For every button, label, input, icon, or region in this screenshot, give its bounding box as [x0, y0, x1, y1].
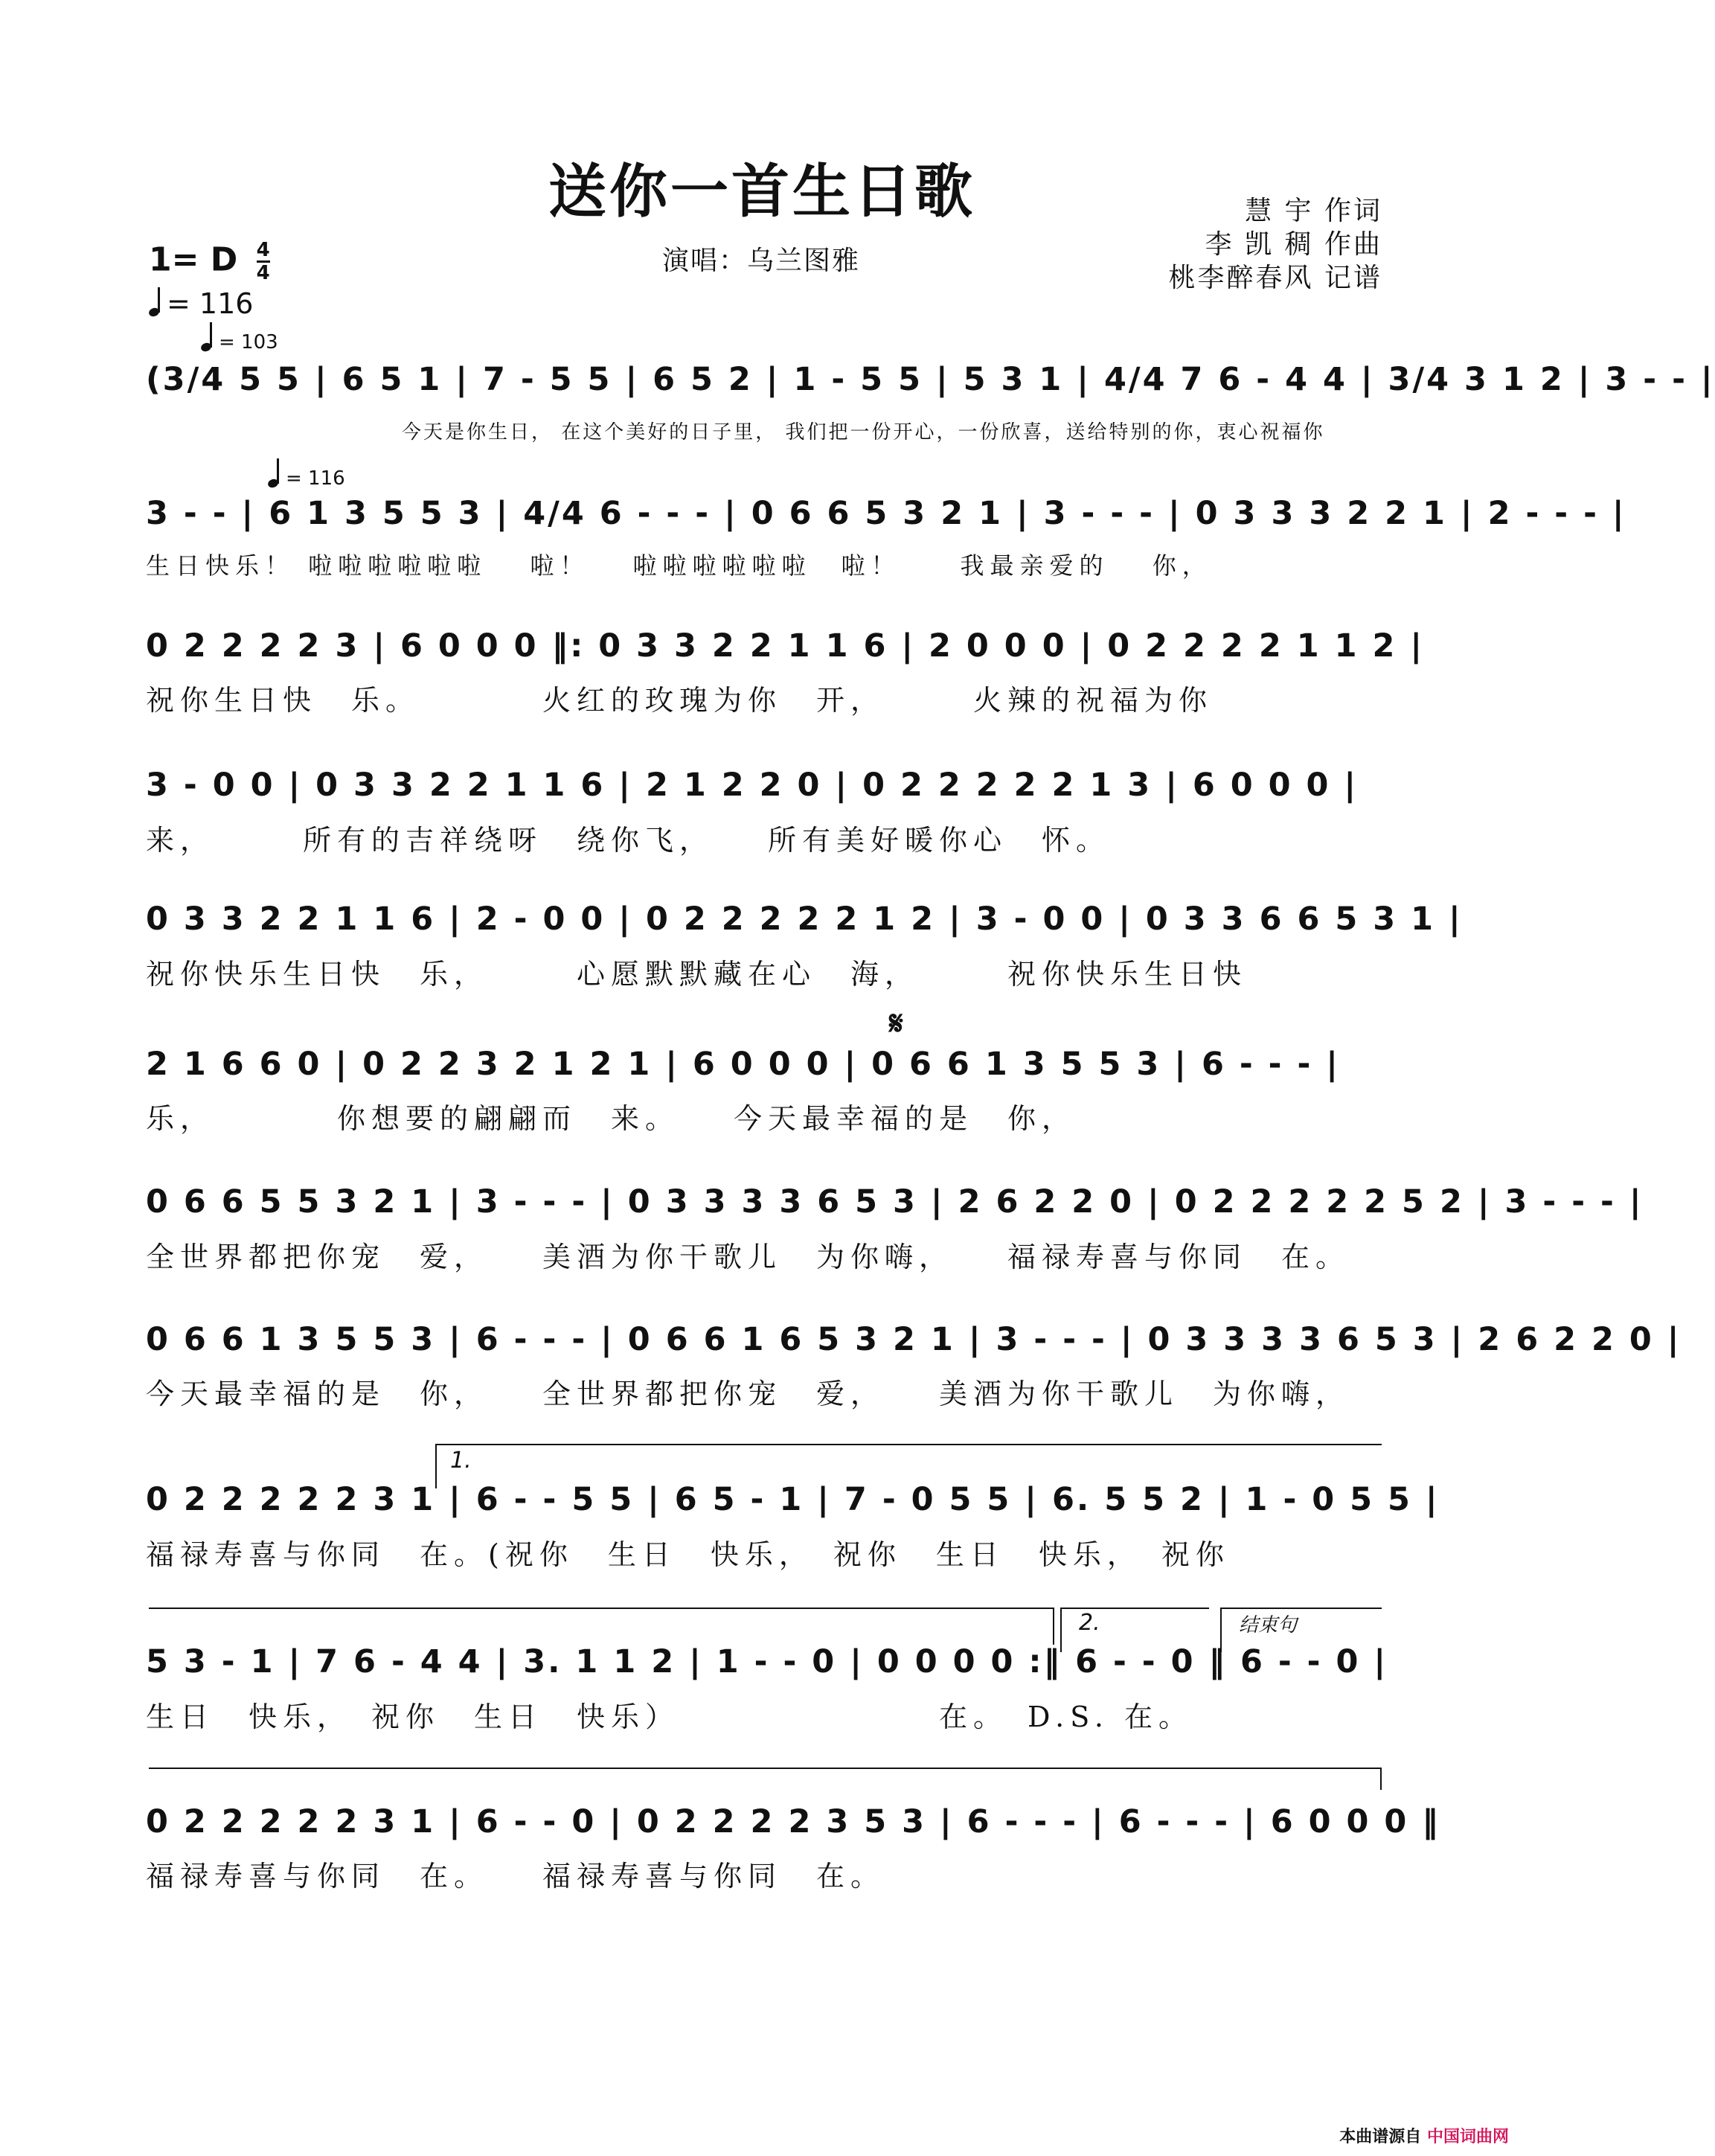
- volta-bracket-2: [1060, 1608, 1209, 1609]
- notation-row-2: 3 - - | 6 1 3 5 5 3 | 4/4 6 - - - | 0 6 6 5 3 2 1 | 3 - - - | 0 3 3 3 2 2 1 | 2 - - - |: [146, 495, 1626, 532]
- quarter-note-icon: [149, 287, 162, 316]
- quarter-note-icon: [268, 465, 281, 487]
- lyric-row-2: 生日快乐！ 啦啦啦啦啦啦 啦！ 啦啦啦啦啦啦 啦！ 我最亲爱的 你，: [146, 551, 1212, 580]
- tie-line: [149, 1768, 1382, 1769]
- notation-row-5: 0 3 3 2 2 1 1 6 | 2 - 0 0 | 0 2 2 2 2 2 1 2 | 3 - 0 0 | 0 3 3 6 6 5 3 1 |: [146, 901, 1463, 938]
- transcriber-credit: 桃李醉春风 记谱: [1168, 263, 1382, 293]
- lyric-row-10: 生日 快乐， 祝你 生日 快乐） 在。 D.S. 在。: [146, 1701, 1193, 1733]
- lyric-row-3: 祝你生日快 乐。 火红的玫瑰为你 开， 火辣的祝福为你: [146, 684, 1214, 717]
- lyric-row-4: 来， 所有的吉祥绕呀 绕你飞， 所有美好暖你心 怀。: [146, 824, 1111, 857]
- lyric-row-7: 全世界都把你宠 爱， 美酒为你干歌儿 为你嗨， 福禄寿喜与你同 在。: [146, 1241, 1350, 1273]
- lyric-row-5: 祝你快乐生日快 乐， 心愿默默藏在心 海， 祝你快乐生日快: [146, 958, 1248, 991]
- notation-row-6: 2 1 6 6 0 | 0 2 2 3 2 1 2 1 | 6 0 0 0 | 0 6 6 1 3 5 5 3 | 6 - - - |: [146, 1046, 1340, 1083]
- lyric-row-1: 今天是你生日， 在这个美好的日子里， 我们把一份开心，一份欣喜，送给特别的你，衷心祝福你: [402, 421, 1325, 444]
- notation-row-1: (3/4 5 5 | 6 5 1 | 7 - 5 5 | 6 5 2 | 1 - 5 5 | 5 3 1 | 4/4 7 6 - 4 4 | 3/4 3 1 2 | 3 - - |: [146, 361, 1715, 398]
- composer-credit: 李 凯 稠 作曲: [1205, 229, 1382, 260]
- segno-sign: 𝄋: [889, 1005, 903, 1043]
- footer-site: 中国词曲网: [1426, 2128, 1509, 2146]
- notation-row-8: 0 6 6 1 3 5 5 3 | 6 - - - | 0 6 6 1 6 5 3 2 1 | 3 - - - | 0 3 3 3 3 6 5 3 | 2 6 2 2 0 |: [146, 1321, 1682, 1358]
- tempo-mark: = 116: [149, 287, 253, 320]
- tie-line-end: [1380, 1768, 1382, 1790]
- time-bottom: 4: [256, 262, 270, 284]
- notation-row-9: 0 2 2 2 2 2 3 1 | 6 - - 5 5 | 6 5 - 1 | 7 - 0 5 5 | 6. 5 5 2 | 1 - 0 5 5 |: [146, 1481, 1440, 1518]
- quarter-note-icon: [201, 329, 214, 351]
- tempo-change: = 103: [201, 329, 278, 354]
- lyric-row-11: 福禄寿喜与你同 在。 福禄寿喜与你同 在。: [146, 1860, 885, 1893]
- lyric-row-6: 乐， 你想要的翩翩而 来。 今天最幸福的是 你，: [146, 1102, 1077, 1135]
- time-top: 4: [256, 239, 270, 261]
- footer-left: 本曲谱源自: [1339, 2128, 1422, 2146]
- notation-row-10: 5 3 - 1 | 7 6 - 4 4 | 3. 1 1 2 | 1 - - 0 | 0 0 0 0 :‖ 6 - - 0 ‖ 6 - - 0 |: [146, 1643, 1388, 1680]
- volta-1-label: 1.: [450, 1448, 472, 1474]
- notation-row-11: 0 2 2 2 2 2 3 1 | 6 - - 0 | 0 2 2 2 2 3 5 3 | 6 - - - | 6 - - - | 6 0 0 0 ‖: [146, 1803, 1440, 1840]
- notation-row-4: 3 - 0 0 | 0 3 3 2 2 1 1 6 | 2 1 2 2 0 | 0 2 2 2 2 2 1 3 | 6 0 0 0 |: [146, 767, 1359, 804]
- ending-label: 结束句: [1239, 1614, 1298, 1637]
- page-title: 送你一首生日歌: [548, 158, 975, 225]
- lyricist-credit: 慧 宇 作词: [1245, 196, 1382, 226]
- notation-row-7: 0 6 6 5 5 3 2 1 | 3 - - - | 0 3 3 3 3 6 5 3 | 2 6 2 2 0 | 0 2 2 2 2 2 5 2 | 3 - - - |: [146, 1183, 1644, 1221]
- volta-continuation: [149, 1608, 1053, 1609]
- lyric-row-8: 今天最幸福的是 你， 全世界都把你宠 爱， 美酒为你干歌儿 为你嗨，: [146, 1378, 1350, 1410]
- lyric-row-9: 福禄寿喜与你同 在。(祝你 生日 快乐， 祝你 生日 快乐， 祝你: [146, 1538, 1230, 1571]
- key-signature: [149, 240, 270, 284]
- notation-row-3: 0 2 2 2 2 3 | 6 0 0 0 ‖: 0 3 3 2 2 1 1 6 | 2 0 0 0 | 0 2 2 2 2 1 1 2 |: [146, 627, 1425, 665]
- time-signature: [257, 240, 270, 284]
- tempo-change: = 116: [268, 465, 345, 490]
- source-footer: [1339, 2124, 1509, 2147]
- ending-bracket: [1220, 1608, 1382, 1609]
- volta-2-label: 2.: [1079, 1610, 1100, 1636]
- volta-bracket-1: [435, 1444, 1382, 1445]
- singer-credit: 演唱：乌兰图雅: [662, 246, 861, 276]
- key-label: 1= D: [149, 240, 238, 279]
